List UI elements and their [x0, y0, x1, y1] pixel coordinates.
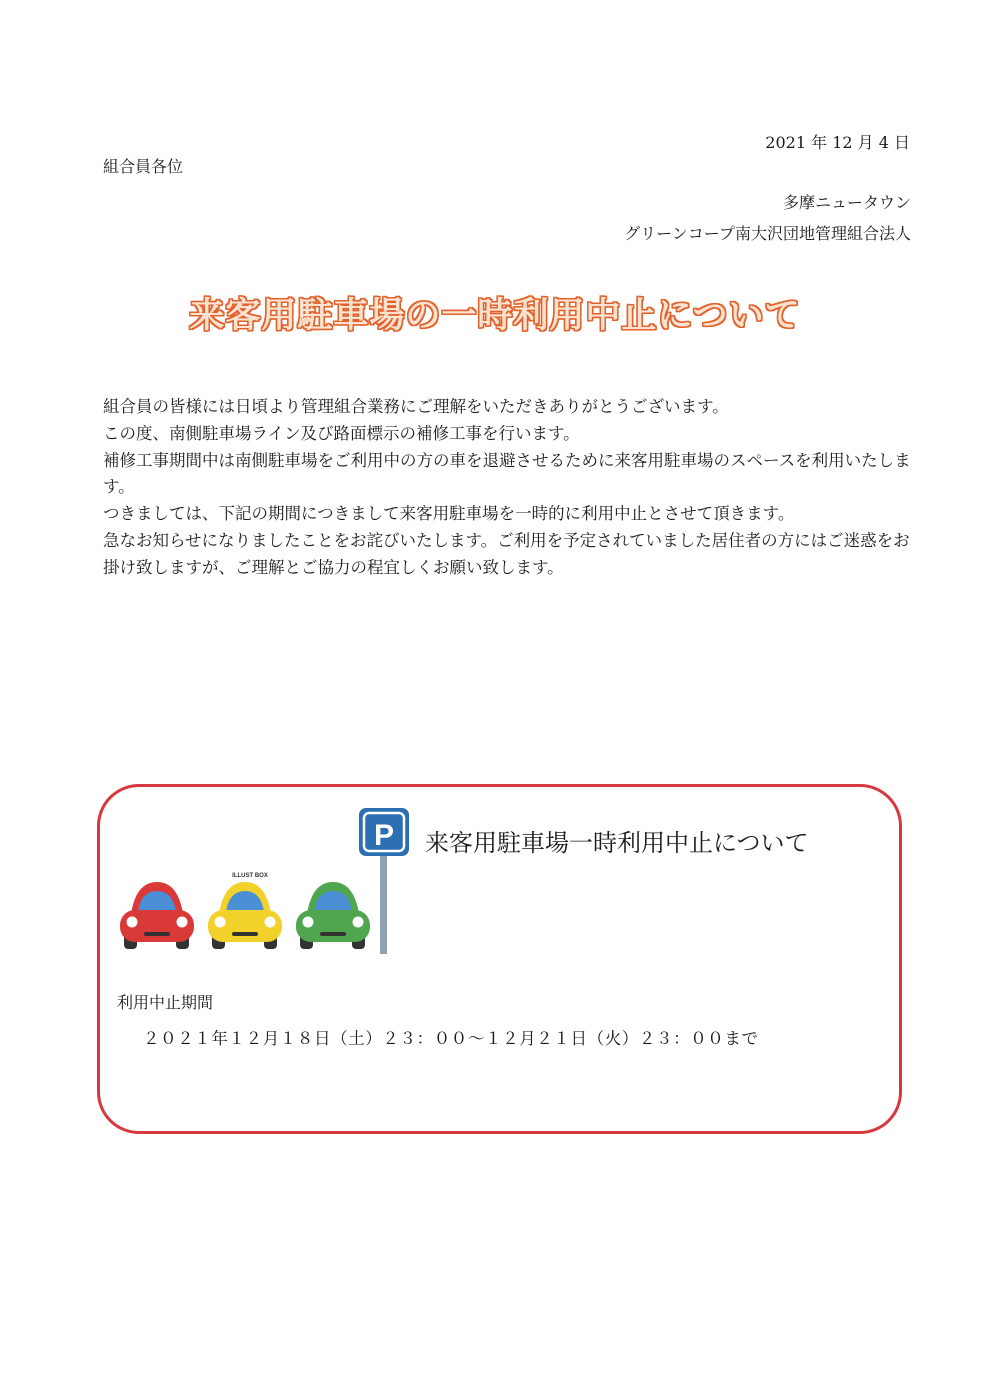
cars-illustration — [110, 862, 390, 962]
body-text — [103, 394, 923, 582]
issue-date: 2021 年 12 月 4 日 — [765, 133, 910, 152]
body-paragraph: つきましては、下記の期間につきまして来客用駐車場を一時的に利用中止とさせて頂きます。 — [103, 504, 795, 524]
notice-box-title: 来客用駐車場一時利用中止について — [425, 829, 809, 857]
issuer-block — [624, 187, 911, 249]
suspension-period-value: ２０２１年１２月１８日（土）２３：００～１２月２１日（火）２３：００まで — [143, 1029, 759, 1048]
issuer-area: 多摩ニュータウン — [782, 193, 911, 212]
parking-sign-letter: P — [373, 819, 395, 852]
body-paragraph: 組合員の皆様には日頃より管理組合業務にご理解をいただきありがとうございます。 — [103, 397, 729, 416]
body-paragraph: 補修工事期間中は南側駐車場をご利用中の方の車を退避させるために来客用駐車場のスペースを利用いたします。 — [103, 450, 911, 497]
illustration-caption: ILLUST BOX — [232, 873, 268, 879]
yellow-car-icon — [208, 882, 282, 949]
suspension-period-label: 利用中止期間 — [117, 993, 214, 1012]
green-car-icon — [296, 882, 370, 949]
document-title: 来客用駐車場の一時利用中止について — [189, 296, 801, 336]
body-paragraph: この度、南側駐車場ライン及び路面標示の補修工事を行います。 — [103, 423, 580, 443]
body-paragraph: 急なお知らせになりましたことをお詫びいたします。ご利用を予定されていました居住者の方にはご迷惑をお掛け致しますが、ご理解とご協力の程宜しくお願い致します。 — [103, 530, 910, 577]
addressee: 組合員各位 — [103, 157, 184, 176]
red-car-icon — [120, 882, 194, 949]
issuer-organization: グリーンコープ南大沢団地管理組合法人 — [624, 224, 911, 243]
